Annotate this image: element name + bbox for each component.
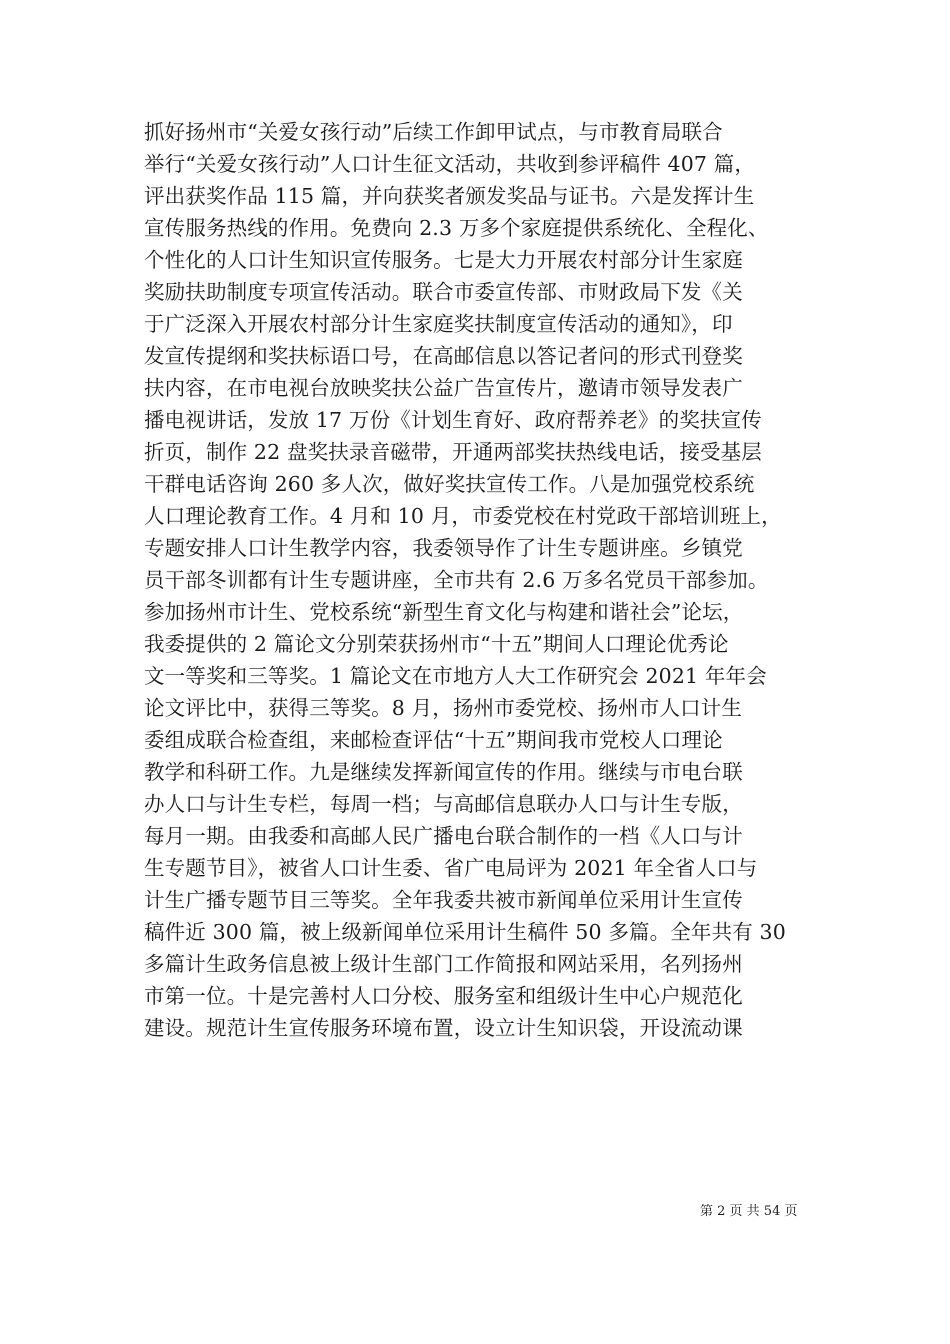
text-line: 专题安排人口计生教学内容，我委领导作了计生专题讲座。乡镇党 [144,536,743,560]
text-line: 教学和科研工作。九是继续发挥新闻宣传的作用。继续与市电台联 [144,760,743,784]
text-line: 文一等奖和三等奖。1 篇论文在市地方人大工作研究会 2021 年年会 [144,664,767,688]
page-number-footer: 第 2 页 共 54 页 [700,1204,798,1219]
text-line: 评出获奖作品 115 篇，并向获奖者颁发奖品与证书。六是发挥计生 [144,184,755,208]
text-line: 多篇计生政务信息被上级计生部门工作简报和网站采用，名列扬州 [144,952,743,976]
text-line: 稿件近 300 篇，被上级新闻单位采用计生稿件 50 多篇。全年共有 30 [144,920,786,944]
text-line: 干群电话咨询 260 多人次，做好奖扶宣传工作。八是加强党校系统 [144,472,755,496]
text-line: 于广泛深入开展农村部分计生家庭奖扶制度宣传活动的通知》，印 [144,312,733,336]
text-line: 参加扬州市计生、党校系统“新型生育文化与构建和谐社会”论坛， [144,600,744,624]
text-line: 人口理论教育工作。4 月和 10 月，市委党校在村党政干部培训班上， [144,504,782,528]
text-line: 奖励扶助制度专项宣传活动。联合市委宣传部、市财政局下发《关 [144,280,743,304]
text-line: 建设。规范计生宣传服务环境布置，设立计生知识袋，开设流动课 [144,1016,743,1040]
text-line: 扶内容，在市电视台放映奖扶公益广告宣传片，邀请市领导发表广 [144,376,743,400]
text-line: 抓好扬州市“关爱女孩行动”后续工作卸甲试点，与市教育局联合 [144,120,723,144]
text-line: 员干部冬训都有计生专题讲座，全市共有 2.6 万多名党员干部参加。 [144,568,769,592]
text-line: 举行“关爱女孩行动”人口计生征文活动，共收到参评稿件 407 篇， [144,152,756,176]
text-line: 生专题节目》，被省人口计生委、省广电局评为 2021 年全省人口与 [144,856,758,880]
text-line: 个性化的人口计生知识宣传服务。七是大力开展农村部分计生家庭 [144,248,743,272]
text-line: 办人口与计生专栏，每周一档；与高邮信息联办人口与计生专版， [144,792,743,816]
text-line: 宣传服务热线的作用。免费向 2.3 万多个家庭提供系统化、全程化、 [144,216,769,240]
text-line: 每月一期。由我委和高邮人民广播电台联合制作的一档《人口与计 [144,824,743,848]
text-line: 论文评比中，获得三等奖。8 月，扬州市委党校、扬州市人口计生 [144,696,743,720]
text-line: 我委提供的 2 篇论文分别荣获扬州市“十五”期间人口理论优秀论 [144,632,729,656]
text-line: 发宣传提纲和奖扶标语口号，在高邮信息以答记者问的形式刊登奖 [144,344,743,368]
text-line: 委组成联合检查组，来邮检查评估“十五”期间我市党校人口理论 [144,728,723,752]
text-line: 折页，制作 22 盘奖扶录音磁带，开通两部奖扶热线电话，接受基层 [144,440,762,464]
text-line: 计生广播专题节目三等奖。全年我委共被市新闻单位采用计生宣传 [144,888,743,912]
text-line: 播电视讲话，发放 17 万份《计划生育好、政府帮养老》的奖扶宣传 [144,408,762,432]
text-line: 市第一位。十是完善村人口分校、服务室和组级计生中心户规范化 [144,984,743,1008]
body-text [144,116,824,1044]
